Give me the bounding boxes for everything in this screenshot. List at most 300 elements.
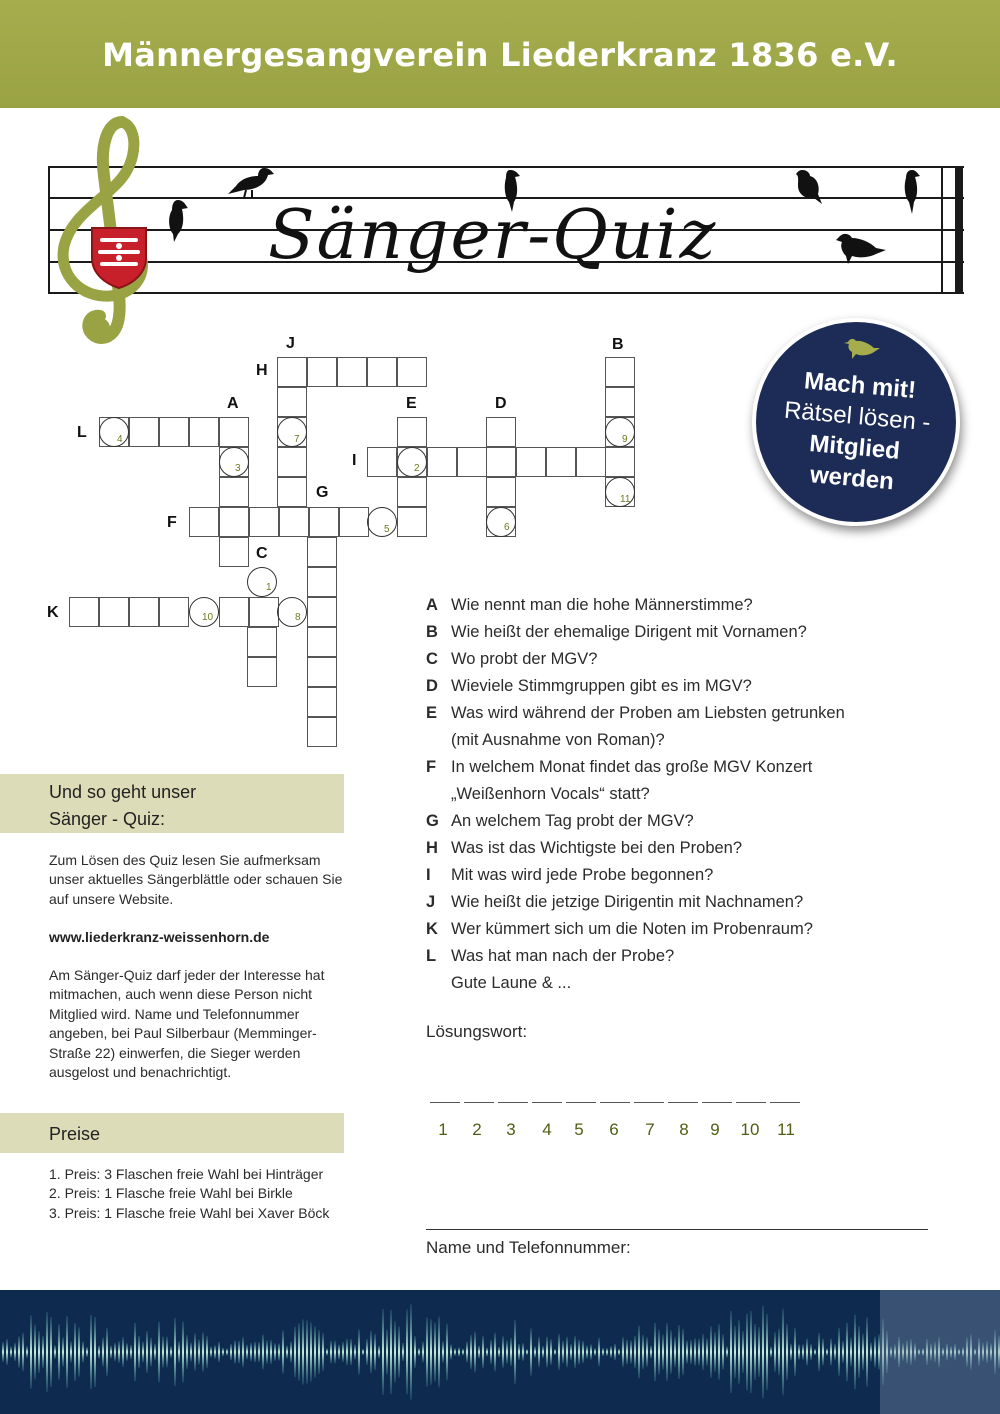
solution-circle-3[interactable] xyxy=(219,447,249,477)
soundwave-bar xyxy=(202,1332,204,1371)
soundwave-bar xyxy=(110,1346,112,1359)
instructions-paragraph-1: Zum Lösen des Quiz lesen Sie aufmerksam unser aktuelles Sängerblättle oder schauen Sie auf unsere Website. xyxy=(49,852,343,907)
soundwave-bar xyxy=(78,1327,80,1376)
soundwave-bar xyxy=(322,1333,324,1371)
soundwave-bar xyxy=(602,1348,604,1356)
soundwave-bar xyxy=(326,1348,328,1355)
soundwave-bar xyxy=(318,1330,320,1374)
soundwave-bar xyxy=(342,1342,344,1362)
soundwave-bar xyxy=(214,1345,216,1359)
crossword-cell[interactable] xyxy=(337,357,367,387)
soundwave-footer xyxy=(0,1290,1000,1414)
crossword-cell[interactable] xyxy=(219,537,249,567)
clue-label-f: F xyxy=(167,514,177,531)
crossword-cell[interactable] xyxy=(605,357,635,387)
soundwave-bar xyxy=(378,1346,380,1359)
solution-label: Lösungswort: xyxy=(426,1022,528,1041)
soundwave-bar xyxy=(626,1340,628,1365)
soundwave-bar xyxy=(226,1348,228,1355)
soundwave-bar xyxy=(466,1342,468,1362)
soundwave-bar xyxy=(426,1317,428,1387)
crossword-cell[interactable] xyxy=(277,477,307,507)
circle-number: 7 xyxy=(294,434,300,445)
soundwave-bar xyxy=(6,1339,8,1365)
solution-position: 8 xyxy=(679,1120,689,1139)
soundwave-bar xyxy=(458,1347,460,1356)
soundwave-bar xyxy=(534,1346,536,1357)
crossword-cell[interactable] xyxy=(486,417,516,447)
soundwave-bar xyxy=(254,1342,256,1363)
soundwave-bar xyxy=(538,1337,540,1367)
soundwave-bar xyxy=(358,1329,360,1374)
website-link[interactable]: www.liederkranz-weissenhorn.de xyxy=(49,929,270,945)
crossword-cell[interactable] xyxy=(605,447,635,477)
soundwave-bar xyxy=(838,1328,840,1376)
soundwave-bar xyxy=(694,1338,696,1365)
soundwave-bar xyxy=(454,1348,456,1356)
crossword-cell[interactable] xyxy=(427,447,457,477)
soundwave-bar xyxy=(138,1336,140,1368)
crossword-cell[interactable] xyxy=(486,477,516,507)
soundwave-bar xyxy=(290,1341,292,1362)
soundwave-bar xyxy=(462,1349,464,1356)
soundwave-bar xyxy=(622,1337,624,1367)
soundwave-bar xyxy=(242,1337,244,1367)
soundwave-bar xyxy=(14,1343,16,1361)
crossword-cell[interactable] xyxy=(277,357,307,387)
soundwave-bar xyxy=(846,1323,848,1382)
crossword-cell[interactable] xyxy=(307,657,337,687)
soundwave-bar xyxy=(514,1320,516,1384)
crossword-cell[interactable] xyxy=(249,507,279,537)
soundwave-bar xyxy=(126,1343,128,1361)
badge-line-2: Rätsel lösen - xyxy=(783,396,932,437)
soundwave-bar xyxy=(46,1312,48,1392)
soundwave-bar xyxy=(662,1334,664,1369)
crossword-cell[interactable] xyxy=(129,597,159,627)
crossword-cell[interactable] xyxy=(219,597,249,627)
crossword-cell[interactable] xyxy=(69,597,99,627)
soundwave-bar xyxy=(566,1337,568,1367)
soundwave-bar xyxy=(166,1337,168,1368)
soundwave-bar xyxy=(102,1338,104,1367)
soundwave-bar xyxy=(822,1339,824,1366)
instructions-heading-bar xyxy=(0,774,344,833)
crossword-cell[interactable] xyxy=(307,597,337,627)
crossword-cell[interactable] xyxy=(307,357,337,387)
crossword-cell[interactable] xyxy=(159,417,189,447)
question-f-cont: „Weißenhorn Vocals“ statt? xyxy=(451,785,650,803)
soundwave-bar xyxy=(646,1337,648,1367)
soundwave-bar xyxy=(30,1315,32,1389)
soundwave-bar xyxy=(782,1309,784,1396)
soundwave-bar xyxy=(198,1339,200,1364)
soundwave-bar xyxy=(670,1330,672,1374)
name-phone-label: Name und Telefonnummer: xyxy=(426,1238,631,1257)
solution-position: 2 xyxy=(472,1120,482,1139)
soundwave-bar xyxy=(526,1349,528,1355)
soundwave-bar xyxy=(134,1323,136,1382)
soundwave-bar xyxy=(94,1317,96,1387)
soundwave-bar xyxy=(114,1343,116,1361)
crossword-cell[interactable] xyxy=(516,447,546,477)
soundwave-bar xyxy=(574,1336,576,1368)
soundwave-bar xyxy=(338,1345,340,1360)
crossword-cell[interactable] xyxy=(397,357,427,387)
soundwave-bar xyxy=(62,1337,64,1366)
crossword-cell[interactable] xyxy=(367,447,397,477)
soundwave-bar xyxy=(698,1339,700,1365)
soundwave-bar xyxy=(310,1322,312,1381)
soundwave-bar xyxy=(266,1341,268,1364)
bird-icon xyxy=(834,230,886,270)
crossword-cell[interactable] xyxy=(307,717,337,747)
solution-position: 9 xyxy=(710,1120,720,1139)
clue-label-j: J xyxy=(286,335,295,352)
soundwave-bar xyxy=(842,1341,844,1363)
soundwave-bar xyxy=(826,1348,828,1356)
soundwave-bar xyxy=(382,1309,384,1395)
question-c: C Wo probt der MGV? xyxy=(426,650,598,668)
crossword-cell[interactable] xyxy=(576,447,606,477)
soundwave-bar xyxy=(2,1342,4,1362)
crossword-cell[interactable] xyxy=(397,477,427,507)
crossword-cell[interactable] xyxy=(339,507,369,537)
circle-number: 8 xyxy=(295,612,301,623)
clue-label-h: H xyxy=(256,362,268,379)
soundwave-bar xyxy=(582,1341,584,1363)
crossword-cell[interactable] xyxy=(247,657,277,687)
crossword-cell[interactable] xyxy=(219,417,249,447)
soundwave-bar xyxy=(862,1334,864,1370)
soundwave-bar xyxy=(746,1313,748,1390)
soundwave-bar xyxy=(762,1306,764,1399)
crossword-cell[interactable] xyxy=(279,507,309,537)
solution-circle-7[interactable] xyxy=(277,417,307,447)
soundwave-bar xyxy=(302,1319,304,1384)
soundwave-bar xyxy=(686,1340,688,1363)
crossword-cell[interactable] xyxy=(397,507,427,537)
soundwave-bar xyxy=(778,1329,780,1375)
soundwave-bar xyxy=(522,1343,524,1361)
soundwave-bar xyxy=(178,1341,180,1363)
soundwave-bar xyxy=(394,1321,396,1382)
solution-position: 4 xyxy=(542,1120,552,1139)
soundwave-bar xyxy=(158,1322,160,1383)
soundwave-bar xyxy=(430,1319,432,1385)
join-badge xyxy=(752,318,960,526)
soundwave-bar xyxy=(446,1324,448,1380)
crossword-cell[interactable] xyxy=(249,597,279,627)
soundwave-bar xyxy=(618,1348,620,1355)
staff-end-thick-bar xyxy=(955,166,963,294)
soundwave-bar xyxy=(470,1335,472,1369)
soundwave-bar xyxy=(874,1336,876,1367)
question-i: I Mit was wird jede Probe begonnen? xyxy=(426,866,714,884)
soundwave-bar xyxy=(222,1348,224,1357)
crossword-cell[interactable] xyxy=(546,447,576,477)
crossword-cell[interactable] xyxy=(367,357,397,387)
crossword-cell[interactable] xyxy=(277,447,307,477)
soundwave-bar xyxy=(726,1346,728,1357)
soundwave-bar xyxy=(830,1339,832,1366)
clue-label-i: I xyxy=(352,452,357,469)
soundwave-bar xyxy=(614,1344,616,1360)
soundwave-bar xyxy=(866,1317,868,1386)
soundwave-bar xyxy=(22,1333,24,1371)
solution-position: 5 xyxy=(574,1120,584,1139)
soundwave-bar xyxy=(674,1337,676,1367)
soundwave-bar xyxy=(834,1344,836,1361)
soundwave-bar xyxy=(742,1331,744,1373)
crossword-cell[interactable] xyxy=(277,387,307,417)
crossword-cell[interactable] xyxy=(307,687,337,717)
quiz-title: Sänger-Quiz xyxy=(268,196,718,275)
crossword-cell[interactable] xyxy=(457,447,487,477)
soundwave-bar xyxy=(306,1320,308,1383)
soundwave-bar xyxy=(750,1311,752,1393)
soundwave-bar xyxy=(234,1340,236,1363)
crossword-cell[interactable] xyxy=(219,507,249,537)
soundwave-bar xyxy=(50,1317,52,1387)
soundwave-bar xyxy=(654,1323,656,1382)
soundwave-bar xyxy=(294,1327,296,1378)
crossword-cell[interactable] xyxy=(605,387,635,417)
soundwave-bar xyxy=(218,1342,220,1362)
question-l: L Was hat man nach der Probe? xyxy=(426,947,675,965)
crossword-cell[interactable] xyxy=(247,627,277,657)
soundwave-bar xyxy=(274,1343,276,1361)
crossword-cell[interactable] xyxy=(307,627,337,657)
soundwave-bar xyxy=(130,1345,132,1359)
soundwave-bar xyxy=(370,1331,372,1373)
crossword-cell[interactable] xyxy=(307,537,337,567)
soundwave-bar xyxy=(422,1342,424,1362)
crossword-cell[interactable] xyxy=(129,417,159,447)
soundwave-bar xyxy=(54,1345,56,1359)
soundwave-bar xyxy=(142,1342,144,1362)
club-name: Männergesangverein Liederkranz 1836 e.V. xyxy=(102,36,898,74)
soundwave-bar xyxy=(706,1338,708,1365)
soundwave-bar xyxy=(86,1347,88,1357)
question-j: J Wie heißt die jetzige Dirigentin mit Nachnamen? xyxy=(426,893,804,911)
soundwave-bar xyxy=(406,1310,408,1395)
soundwave-bar xyxy=(174,1318,176,1386)
solution-circle-2[interactable] xyxy=(397,447,427,477)
header-banner xyxy=(0,0,1000,108)
soundwave-bar xyxy=(398,1326,400,1377)
soundwave-bar xyxy=(590,1344,592,1359)
soundwave-bar xyxy=(38,1331,40,1373)
solution-position: 11 xyxy=(777,1120,795,1139)
crossword-cell[interactable] xyxy=(307,567,337,597)
clue-label-l: L xyxy=(77,424,87,441)
clue-label-g: G xyxy=(316,484,329,501)
soundwave-bar xyxy=(390,1310,392,1395)
soundwave-bar xyxy=(282,1330,284,1373)
instructions-heading: Und so geht unser Sänger - Quiz: xyxy=(49,782,197,829)
staff-start-bar xyxy=(48,166,50,294)
soundwave-bar xyxy=(794,1328,796,1376)
crossword-cell[interactable] xyxy=(309,507,339,537)
soundwave-bar xyxy=(642,1335,644,1370)
soundwave-bar xyxy=(758,1327,760,1377)
soundwave-bar xyxy=(410,1304,412,1399)
prize-list xyxy=(49,1165,369,1223)
circle-number: 2 xyxy=(414,463,420,474)
prize-item: 1. Preis: 3 Flaschen freie Wahl bei Hinträger xyxy=(49,1166,324,1182)
crossword-cell[interactable] xyxy=(189,507,219,537)
soundwave-bar xyxy=(438,1317,440,1388)
soundwave-bar xyxy=(386,1329,388,1374)
clue-label-d: D xyxy=(495,395,507,412)
soundwave-bar xyxy=(850,1338,852,1367)
soundwave-bar xyxy=(354,1344,356,1359)
circle-number: 9 xyxy=(622,434,628,445)
soundwave-bar xyxy=(710,1326,712,1378)
clue-label-c: C xyxy=(256,545,268,562)
soundwave-bar xyxy=(82,1342,84,1363)
question-g: G An welchem Tag probt der MGV? xyxy=(426,812,694,830)
soundwave-bar xyxy=(298,1323,300,1380)
soundwave-bar xyxy=(634,1336,636,1368)
soundwave-bar xyxy=(678,1325,680,1379)
soundwave-bar xyxy=(18,1336,20,1367)
coat-of-arms-icon xyxy=(88,224,150,294)
soundwave-bar xyxy=(650,1346,652,1359)
soundwave-bar xyxy=(66,1316,68,1388)
soundwave-bar xyxy=(494,1333,496,1372)
soundwave-bar xyxy=(314,1326,316,1378)
soundwave-bar xyxy=(798,1344,800,1359)
soundwave-bar xyxy=(714,1332,716,1372)
soundwave-bar xyxy=(638,1326,640,1379)
soundwave-bar xyxy=(70,1341,72,1362)
soundwave-bar xyxy=(702,1334,704,1370)
name-phone-field[interactable] xyxy=(426,1229,928,1230)
soundwave-bar xyxy=(186,1335,188,1369)
soundwave-bar xyxy=(402,1343,404,1361)
crossword-cell[interactable] xyxy=(486,447,516,477)
soundwave-bar xyxy=(250,1343,252,1361)
soundwave-bar xyxy=(162,1337,164,1368)
soundwave-bar xyxy=(74,1323,76,1381)
soundwave-bar xyxy=(450,1344,452,1359)
soundwave-bar xyxy=(122,1337,124,1367)
soundwave-bar xyxy=(554,1349,556,1355)
soundwave-bar xyxy=(474,1332,476,1373)
soundwave-bar xyxy=(230,1344,232,1361)
question-f: F In welchem Monat findet das große MGV Konzert xyxy=(426,758,813,776)
soundwave-bar xyxy=(722,1334,724,1369)
soundwave-bar xyxy=(90,1315,92,1389)
circle-number: 10 xyxy=(202,612,214,623)
soundwave-bar xyxy=(518,1344,520,1360)
circle-number: 6 xyxy=(504,522,510,533)
soundwave-bar xyxy=(586,1346,588,1359)
soundwave-bar xyxy=(154,1344,156,1361)
soundwave-bar xyxy=(418,1348,420,1356)
soundwave-bar xyxy=(806,1338,808,1365)
question-k: K Wer kümmert sich um die Noten im Probenraum? xyxy=(426,920,813,938)
circle-number: 4 xyxy=(117,434,123,445)
soundwave-bar xyxy=(262,1335,264,1370)
soundwave-bar xyxy=(210,1346,212,1357)
solution-circle-9[interactable] xyxy=(605,417,635,447)
soundwave-bar xyxy=(718,1324,720,1380)
prize-item: 2. Preis: 1 Flasche freie Wahl bei Birkle xyxy=(49,1185,293,1202)
soundwave-bar xyxy=(258,1342,260,1362)
soundwave-bar xyxy=(150,1338,152,1367)
crossword-cell[interactable] xyxy=(219,477,249,507)
soundwave-bar xyxy=(550,1339,552,1365)
soundwave-bar xyxy=(562,1341,564,1363)
soundwave-bar xyxy=(558,1334,560,1370)
soundwave-bar xyxy=(510,1338,512,1366)
bird-icon xyxy=(898,168,922,218)
bird-icon xyxy=(794,168,822,210)
solution-circle-1[interactable] xyxy=(247,567,277,597)
soundwave-bar xyxy=(270,1340,272,1364)
question-l-cont: Gute Laune & ... xyxy=(451,974,572,992)
soundwave-bar xyxy=(546,1337,548,1368)
solution-circle-5[interactable] xyxy=(367,507,397,537)
prize-item: 3. Preis: 1 Flasche freie Wahl bei Xaver Böck xyxy=(49,1204,330,1221)
crossword-cell[interactable] xyxy=(99,597,129,627)
circle-number: 11 xyxy=(620,494,631,505)
soundwave-bar xyxy=(502,1336,504,1368)
soundwave-bar xyxy=(278,1343,280,1360)
soundwave-bar xyxy=(594,1348,596,1356)
soundwave-bar xyxy=(730,1311,732,1393)
soundwave-bar xyxy=(490,1340,492,1364)
soundwave-bar xyxy=(486,1347,488,1356)
badge-line-4: werden xyxy=(808,461,895,496)
solution-position: 6 xyxy=(609,1120,619,1139)
soundwave-bar xyxy=(682,1329,684,1376)
solution-circle-4[interactable] xyxy=(99,417,129,447)
soundwave-bar xyxy=(330,1341,332,1363)
soundwave-bar xyxy=(690,1340,692,1364)
soundwave-bar xyxy=(334,1341,336,1363)
soundwave-bar xyxy=(810,1344,812,1360)
soundwave-bar xyxy=(106,1328,108,1376)
solution-position: 3 xyxy=(506,1120,516,1139)
crossword-cell[interactable] xyxy=(397,417,427,447)
clue-label-k: K xyxy=(47,604,59,621)
soundwave-bar xyxy=(766,1314,768,1390)
soundwave-bar xyxy=(734,1326,736,1378)
soundwave-bar xyxy=(870,1342,872,1361)
solution-circle-8[interactable] xyxy=(277,597,307,627)
question-a: A Wie nennt man die hohe Männerstimme? xyxy=(426,596,753,614)
crossword-cell[interactable] xyxy=(189,417,219,447)
soundwave-bar xyxy=(658,1330,660,1375)
solution-circle-6[interactable] xyxy=(486,507,516,537)
soundwave-bar xyxy=(854,1315,856,1390)
soundwave-bar xyxy=(814,1349,816,1356)
soundwave-bar xyxy=(190,1342,192,1361)
crossword-cell[interactable] xyxy=(159,597,189,627)
soundwave-graphic xyxy=(0,1290,1000,1414)
soundwave-bar xyxy=(738,1320,740,1384)
clue-label-b: B xyxy=(612,336,624,353)
soundwave-bar xyxy=(570,1344,572,1360)
soundwave-bar xyxy=(170,1346,172,1358)
clue-label-a: A xyxy=(227,395,239,412)
soundwave-bar xyxy=(206,1336,208,1368)
soundwave-bar xyxy=(362,1349,364,1355)
